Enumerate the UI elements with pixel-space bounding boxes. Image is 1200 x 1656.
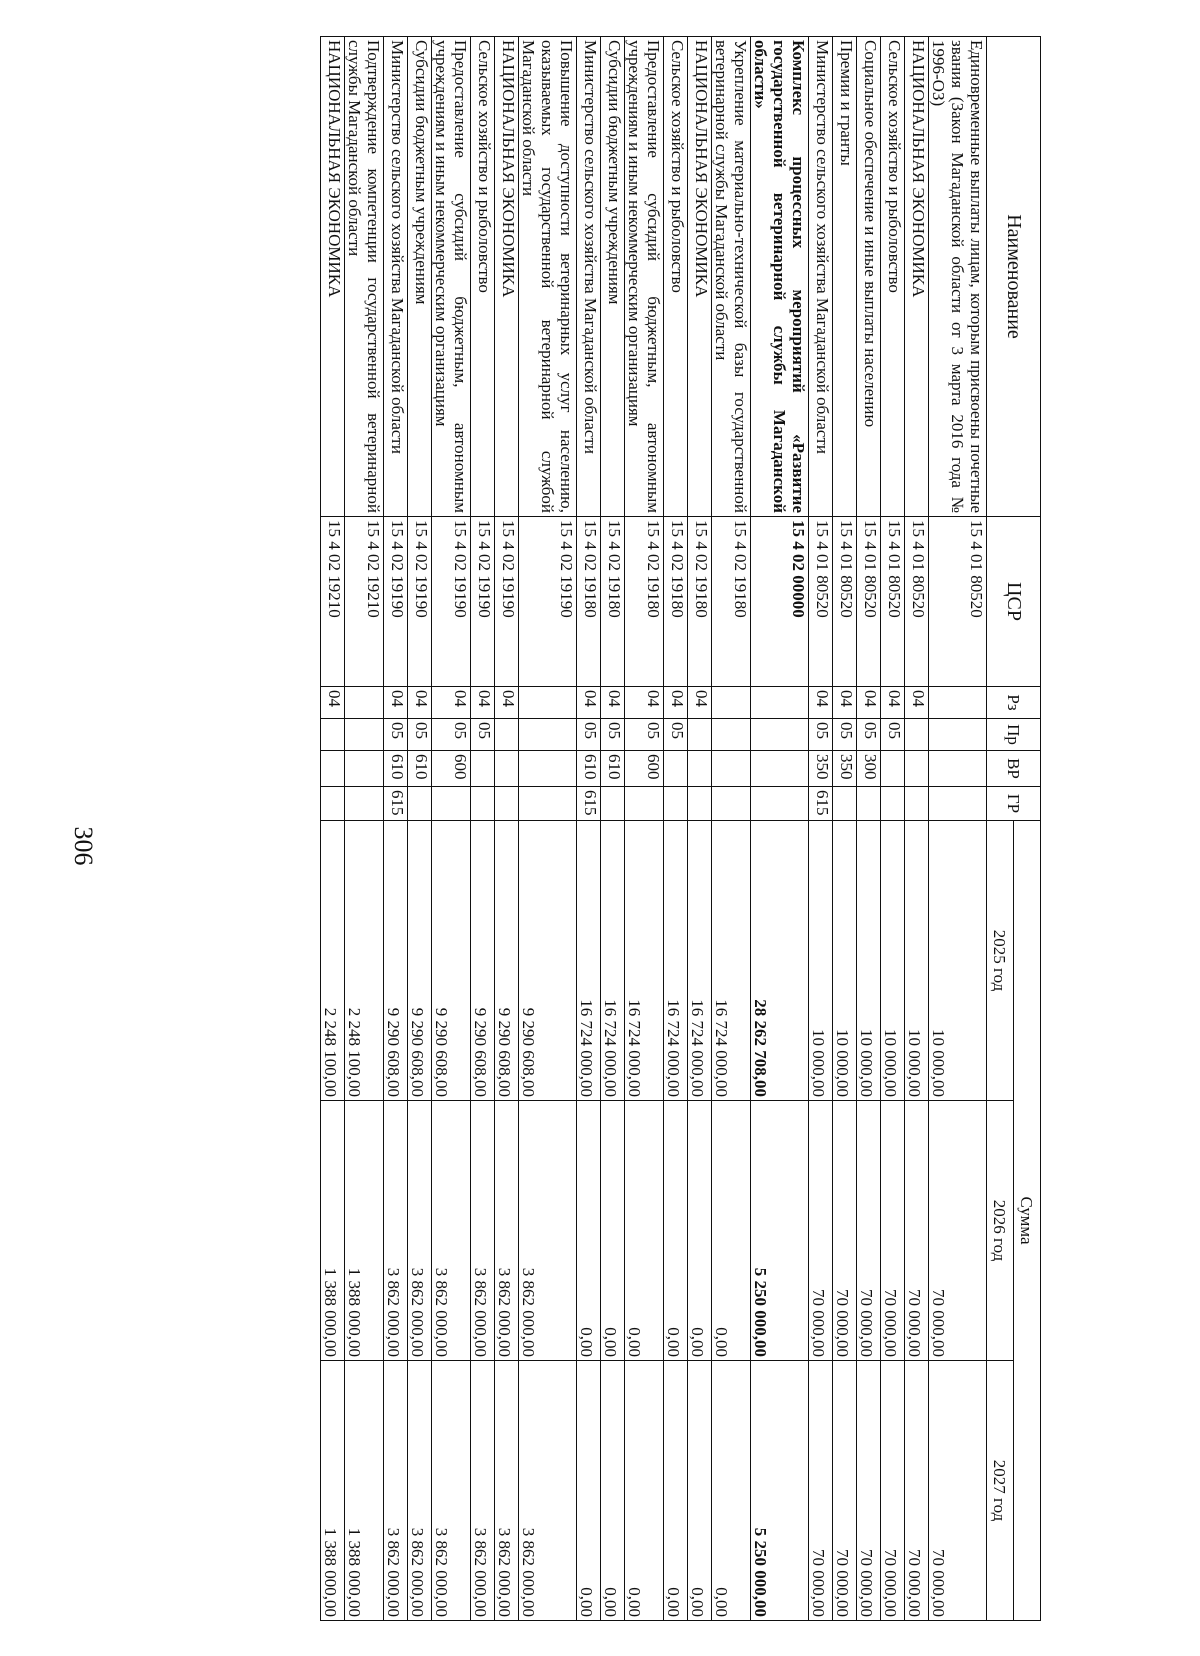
- row-name: Повышение доступности ветеринарных услуг населению, оказываемых государственной ветеринарной службой Магаданской области: [519, 37, 577, 517]
- row-csr-code: 15 4 02 19190: [519, 517, 577, 687]
- row-amount-2025: 9 290 608,00: [495, 821, 519, 1101]
- row-vr-code: [881, 751, 905, 787]
- row-name: Комплекс процессных мероприятий «Развитие государственной ветеринарной службы Магаданской области»: [751, 37, 809, 517]
- row-pr-code: [751, 719, 809, 751]
- row-amount-2026: 3 862 000,00: [519, 1101, 577, 1361]
- row-name: Сельское хозяйство и рыболовство: [881, 37, 905, 517]
- row-rz-code: 04: [321, 687, 345, 719]
- row-amount-2025: 16 724 000,00: [601, 821, 625, 1101]
- row-rz-code: 04: [625, 687, 664, 719]
- row-name: Единовременные выплаты лицам, которым присвоены почетные звания (Закон Магаданской области от 3 марта 2016 года № 1996-ОЗ): [929, 37, 987, 517]
- row-pr-code: [321, 719, 345, 751]
- row-gr-code: [857, 787, 881, 821]
- row-amount-2027: 1 388 000,00: [321, 1361, 345, 1621]
- row-amount-2026: 0,00: [664, 1101, 688, 1361]
- row-gr-code: 615: [809, 787, 833, 821]
- row-pr-code: [345, 719, 384, 751]
- row-amount-2027: 0,00: [601, 1361, 625, 1621]
- row-vr-code: [929, 751, 987, 787]
- row-amount-2025: 10 000,00: [905, 821, 929, 1101]
- table-row: [384, 37, 408, 1621]
- row-name: Сельское хозяйство и рыболовство: [471, 37, 495, 517]
- row-pr-code: 05: [625, 719, 664, 751]
- row-amount-2026: 70 000,00: [809, 1101, 833, 1361]
- row-amount-2026: 5 250 000,00: [751, 1101, 809, 1361]
- row-vr-code: 350: [833, 751, 857, 787]
- row-vr-code: 300: [857, 751, 881, 787]
- row-csr-code: 15 4 01 80520: [809, 517, 833, 687]
- row-gr-code: [688, 787, 712, 821]
- row-vr-code: [345, 751, 384, 787]
- row-amount-2025: 2 248 100,00: [345, 821, 384, 1101]
- row-amount-2025: 9 290 608,00: [384, 821, 408, 1101]
- row-gr-code: 615: [384, 787, 408, 821]
- table-row: [345, 37, 384, 1621]
- row-pr-code: [712, 719, 751, 751]
- row-amount-2026: 70 000,00: [833, 1101, 857, 1361]
- header-name: Наименование: [987, 37, 1041, 517]
- row-pr-code: 05: [881, 719, 905, 751]
- table-row: [929, 37, 987, 1621]
- row-pr-code: 05: [833, 719, 857, 751]
- row-amount-2026: 3 862 000,00: [408, 1101, 432, 1361]
- table-row: [321, 37, 345, 1621]
- row-amount-2026: 70 000,00: [881, 1101, 905, 1361]
- table-row: [809, 37, 833, 1621]
- row-csr-code: 15 4 01 80520: [929, 517, 987, 687]
- row-amount-2027: 5 250 000,00: [751, 1361, 809, 1621]
- row-name: НАЦИОНАЛЬНАЯ ЭКОНОМИКА: [905, 37, 929, 517]
- row-pr-code: 05: [809, 719, 833, 751]
- row-vr-code: [751, 751, 809, 787]
- header-rz: Рз: [987, 687, 1041, 719]
- row-csr-code: 15 4 02 19180: [625, 517, 664, 687]
- header-csr: ЦСР: [987, 517, 1041, 687]
- header-gr: ГР: [987, 787, 1041, 821]
- row-vr-code: 610: [577, 751, 601, 787]
- row-vr-code: 600: [432, 751, 471, 787]
- row-amount-2025: 10 000,00: [929, 821, 987, 1101]
- row-amount-2027: 70 000,00: [905, 1361, 929, 1621]
- table-row: [905, 37, 929, 1621]
- table-row: [471, 37, 495, 1621]
- table-row: [712, 37, 751, 1621]
- row-pr-code: 05: [857, 719, 881, 751]
- row-csr-code: 15 4 02 19180: [712, 517, 751, 687]
- row-vr-code: [688, 751, 712, 787]
- row-csr-code: 15 4 01 80520: [833, 517, 857, 687]
- row-amount-2027: 3 862 000,00: [408, 1361, 432, 1621]
- row-pr-code: 05: [471, 719, 495, 751]
- row-amount-2027: 1 388 000,00: [345, 1361, 384, 1621]
- row-vr-code: [471, 751, 495, 787]
- row-amount-2027: 0,00: [712, 1361, 751, 1621]
- row-name: Премии и гранты: [833, 37, 857, 517]
- row-csr-code: 15 4 02 19180: [577, 517, 601, 687]
- table-row: [519, 37, 577, 1621]
- row-name: Министерство сельского хозяйства Магаданской области: [384, 37, 408, 517]
- row-amount-2026: 70 000,00: [905, 1101, 929, 1361]
- row-pr-code: [495, 719, 519, 751]
- row-rz-code: [519, 687, 577, 719]
- row-csr-code: 15 4 01 80520: [857, 517, 881, 687]
- row-rz-code: [345, 687, 384, 719]
- row-amount-2026: 3 862 000,00: [384, 1101, 408, 1361]
- table-row: [601, 37, 625, 1621]
- row-csr-code: 15 4 02 19190: [495, 517, 519, 687]
- row-amount-2025: 16 724 000,00: [664, 821, 688, 1101]
- table-row: [857, 37, 881, 1621]
- row-csr-code: 15 4 02 19190: [384, 517, 408, 687]
- row-rz-code: 04: [601, 687, 625, 719]
- row-name: Предоставление субсидий бюджетным, автономным учреждениям и иным некоммерческим организациям: [432, 37, 471, 517]
- row-amount-2027: 70 000,00: [929, 1361, 987, 1621]
- row-csr-code: 15 4 01 80520: [881, 517, 905, 687]
- table-body: [321, 37, 987, 1621]
- row-name: НАЦИОНАЛЬНАЯ ЭКОНОМИКА: [321, 37, 345, 517]
- table-row: [577, 37, 601, 1621]
- row-pr-code: [929, 719, 987, 751]
- row-amount-2027: 70 000,00: [857, 1361, 881, 1621]
- row-gr-code: [495, 787, 519, 821]
- row-vr-code: [321, 751, 345, 787]
- budget-table: [320, 36, 1041, 1621]
- row-vr-code: [712, 751, 751, 787]
- row-gr-code: [751, 787, 809, 821]
- row-amount-2027: 70 000,00: [809, 1361, 833, 1621]
- row-csr-code: 15 4 02 19190: [432, 517, 471, 687]
- row-rz-code: 04: [432, 687, 471, 719]
- row-rz-code: [929, 687, 987, 719]
- row-amount-2025: 16 724 000,00: [688, 821, 712, 1101]
- row-gr-code: [712, 787, 751, 821]
- row-gr-code: [471, 787, 495, 821]
- row-amount-2027: 0,00: [664, 1361, 688, 1621]
- row-gr-code: [929, 787, 987, 821]
- row-amount-2025: 10 000,00: [881, 821, 905, 1101]
- row-name: Министерство сельского хозяйства Магаданской области: [809, 37, 833, 517]
- row-amount-2025: 28 262 708,00: [751, 821, 809, 1101]
- row-csr-code: 15 4 01 80520: [905, 517, 929, 687]
- row-vr-code: [905, 751, 929, 787]
- row-csr-code: 15 4 02 19180: [688, 517, 712, 687]
- row-vr-code: [519, 751, 577, 787]
- row-csr-code: 15 4 02 00000: [751, 517, 809, 687]
- row-pr-code: 05: [432, 719, 471, 751]
- budget-sheet: [161, 36, 1041, 1620]
- row-vr-code: 600: [625, 751, 664, 787]
- row-gr-code: [432, 787, 471, 821]
- row-rz-code: 04: [833, 687, 857, 719]
- header-pr: Пр: [987, 719, 1041, 751]
- row-name: Подтверждение компетенции государственной ветеринарной службы Магаданской области: [345, 37, 384, 517]
- row-amount-2027: 3 862 000,00: [471, 1361, 495, 1621]
- row-rz-code: 04: [471, 687, 495, 719]
- row-amount-2026: 1 388 000,00: [345, 1101, 384, 1361]
- row-amount-2026: 70 000,00: [857, 1101, 881, 1361]
- row-amount-2026: 3 862 000,00: [432, 1101, 471, 1361]
- row-rz-code: 04: [809, 687, 833, 719]
- row-csr-code: 15 4 02 19210: [345, 517, 384, 687]
- row-amount-2027: 3 862 000,00: [519, 1361, 577, 1621]
- page-number: 306: [69, 826, 98, 866]
- table-row: [688, 37, 712, 1621]
- row-name: Министерство сельского хозяйства Магаданской области: [577, 37, 601, 517]
- row-amount-2026: 3 862 000,00: [471, 1101, 495, 1361]
- row-pr-code: [519, 719, 577, 751]
- row-csr-code: 15 4 02 19210: [321, 517, 345, 687]
- row-amount-2025: 9 290 608,00: [471, 821, 495, 1101]
- table-row: [881, 37, 905, 1621]
- row-name: Социальное обеспечение и иные выплаты населению: [857, 37, 881, 517]
- row-csr-code: 15 4 02 19190: [408, 517, 432, 687]
- row-amount-2027: 0,00: [625, 1361, 664, 1621]
- header-vr: ВР: [987, 751, 1041, 787]
- row-amount-2026: 0,00: [712, 1101, 751, 1361]
- table-row: [625, 37, 664, 1621]
- row-vr-code: [495, 751, 519, 787]
- row-gr-code: [408, 787, 432, 821]
- row-gr-code: 615: [577, 787, 601, 821]
- row-gr-code: [664, 787, 688, 821]
- row-gr-code: [833, 787, 857, 821]
- row-rz-code: 04: [577, 687, 601, 719]
- row-amount-2025: 10 000,00: [809, 821, 833, 1101]
- row-amount-2027: 3 862 000,00: [432, 1361, 471, 1621]
- row-csr-code: 15 4 02 19180: [664, 517, 688, 687]
- row-gr-code: [625, 787, 664, 821]
- row-name: НАЦИОНАЛЬНАЯ ЭКОНОМИКА: [688, 37, 712, 517]
- row-amount-2027: 0,00: [577, 1361, 601, 1621]
- table-row: [408, 37, 432, 1621]
- row-pr-code: 05: [577, 719, 601, 751]
- row-amount-2026: 1 388 000,00: [321, 1101, 345, 1361]
- table-row: [833, 37, 857, 1621]
- row-amount-2025: 9 290 608,00: [519, 821, 577, 1101]
- row-amount-2025: 9 290 608,00: [408, 821, 432, 1101]
- row-vr-code: 610: [601, 751, 625, 787]
- row-amount-2025: 10 000,00: [833, 821, 857, 1101]
- row-pr-code: 05: [601, 719, 625, 751]
- row-csr-code: 15 4 02 19190: [471, 517, 495, 687]
- row-vr-code: [664, 751, 688, 787]
- row-gr-code: [601, 787, 625, 821]
- row-rz-code: 04: [495, 687, 519, 719]
- header-2025: 2025 год: [987, 821, 1014, 1101]
- row-gr-code: [519, 787, 577, 821]
- row-pr-code: 05: [408, 719, 432, 751]
- row-rz-code: 04: [384, 687, 408, 719]
- row-name: Субсидии бюджетным учреждениям: [408, 37, 432, 517]
- header-sum: Сумма: [1014, 821, 1041, 1621]
- row-rz-code: 04: [905, 687, 929, 719]
- row-gr-code: [345, 787, 384, 821]
- table-row: [495, 37, 519, 1621]
- table-row: [664, 37, 688, 1621]
- row-name: Предоставление субсидий бюджетным, автономным учреждениям и иным некоммерческим организациям: [625, 37, 664, 517]
- row-rz-code: 04: [408, 687, 432, 719]
- row-gr-code: [905, 787, 929, 821]
- row-amount-2025: 16 724 000,00: [625, 821, 664, 1101]
- row-amount-2027: 3 862 000,00: [495, 1361, 519, 1621]
- row-csr-code: 15 4 02 19180: [601, 517, 625, 687]
- row-rz-code: [751, 687, 809, 719]
- row-gr-code: [321, 787, 345, 821]
- table-row: [751, 37, 809, 1621]
- row-amount-2025: 9 290 608,00: [432, 821, 471, 1101]
- row-name: НАЦИОНАЛЬНАЯ ЭКОНОМИКА: [495, 37, 519, 517]
- row-rz-code: 04: [881, 687, 905, 719]
- row-amount-2027: 3 862 000,00: [384, 1361, 408, 1621]
- row-amount-2026: 70 000,00: [929, 1101, 987, 1361]
- row-amount-2025: 10 000,00: [857, 821, 881, 1101]
- row-amount-2025: 2 248 100,00: [321, 821, 345, 1101]
- row-rz-code: 04: [857, 687, 881, 719]
- row-vr-code: 610: [384, 751, 408, 787]
- row-rz-code: 04: [688, 687, 712, 719]
- row-vr-code: 350: [809, 751, 833, 787]
- header-2026: 2026 год: [987, 1101, 1014, 1361]
- row-pr-code: [905, 719, 929, 751]
- row-name: Укрепление материально-технической базы государственной ветеринарной службы Магаданской области: [712, 37, 751, 517]
- row-amount-2026: 0,00: [601, 1101, 625, 1361]
- row-amount-2026: 0,00: [577, 1101, 601, 1361]
- row-vr-code: 610: [408, 751, 432, 787]
- row-amount-2026: 0,00: [625, 1101, 664, 1361]
- row-pr-code: 05: [664, 719, 688, 751]
- row-name: Субсидии бюджетным учреждениям: [601, 37, 625, 517]
- row-rz-code: [712, 687, 751, 719]
- row-amount-2026: 3 862 000,00: [495, 1101, 519, 1361]
- row-pr-code: [688, 719, 712, 751]
- row-pr-code: 05: [384, 719, 408, 751]
- row-amount-2025: 16 724 000,00: [712, 821, 751, 1101]
- table-row: [432, 37, 471, 1621]
- row-amount-2027: 70 000,00: [881, 1361, 905, 1621]
- header-2027: 2027 год: [987, 1361, 1014, 1621]
- row-amount-2027: 0,00: [688, 1361, 712, 1621]
- row-amount-2027: 70 000,00: [833, 1361, 857, 1621]
- row-rz-code: 04: [664, 687, 688, 719]
- row-gr-code: [881, 787, 905, 821]
- row-amount-2026: 0,00: [688, 1101, 712, 1361]
- row-name: Сельское хозяйство и рыболовство: [664, 37, 688, 517]
- row-amount-2025: 16 724 000,00: [577, 821, 601, 1101]
